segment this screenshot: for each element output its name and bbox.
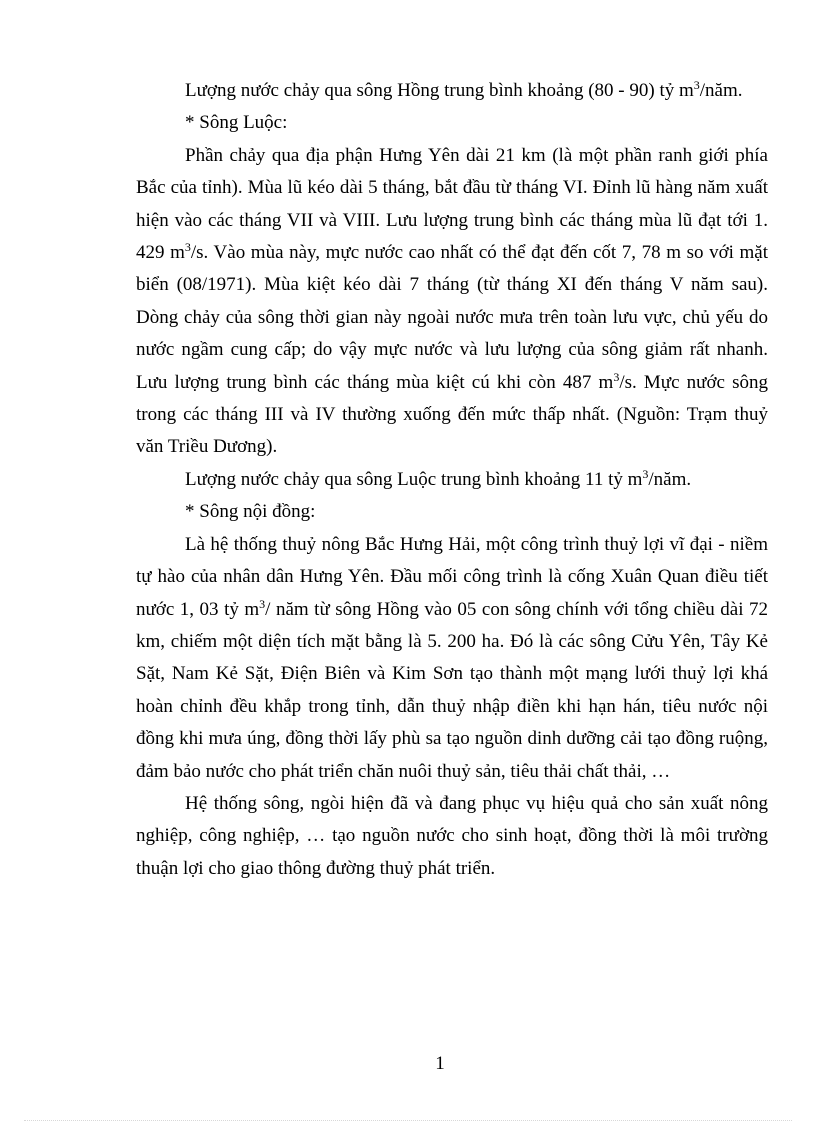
heading-inland-rivers: * Sông nội đồng:	[185, 501, 316, 523]
text-run: /năm.	[699, 80, 743, 101]
text-run: Lượng nước chảy qua sông Luộc trung bình khoảng 11 tỷ m	[185, 468, 643, 490]
document-body	[136, 75, 768, 885]
text-run: /năm.	[648, 468, 692, 490]
superscript: 3	[642, 466, 649, 481]
superscript: 3	[613, 369, 620, 384]
text-run: /s. Vào mùa này, mực nước cao nhất có thể đạt đến cốt 7, 78 m so với mặt biển (08/1971). Mùa kiệt kéo dài 7 tháng (từ tháng XI đến tháng V năm sau). Dòng chảy của sông thời gian này ngoài nước mưa trên toàn lưu vực, chủ yếu do nước ngầm cung cấp; do vậy mực nước và lưu lượng của sông giảm rất nhanh. Lưu lượng trung bình các tháng mùa kiệt cú khi còn 487 m	[136, 242, 768, 393]
text-run: Lượng nước chảy qua sông Hồng trung bình khoảng (80 - 90) tỷ m	[185, 80, 694, 101]
text-run: Là hệ thống thuỷ nông Bắc Hưng Hải, một công trình thuỷ lợi vĩ đại - niềm tự hào của nhân dân Hưng Yên. Đầu mối công trình là cống Xuân Quan điều tiết nước 1, 03 tỷ m	[136, 533, 768, 620]
paragraph-luoc-river-flow	[136, 464, 768, 496]
heading-luoc-river: * Sông Luộc:	[185, 112, 288, 134]
text-run: / năm từ sông Hồng vào 05 con sông chính với tổng chiều dài 72 km, chiếm một diện tích mặt bằng là 5. 200 ha. Đó là các sông Cửu Yên, Tây Kẻ Sặt, Nam Kẻ Sặt, Điện Biên và Kim Sơn tạo thành một mạng lưới thuỷ lợi khá hoàn chỉnh đều khắp trong tỉnh, dẫn thuỷ nhập điền khi hạn hán, tiêu nước nội đồng khi mưa úng, đồng thời lấy phù sa tạo nguồn dinh dưỡng cải tạo đồng ruộng, đảm bảo nước cho phát triển chăn nuôi thuỷ sản, tiêu thải chất thải, …	[136, 598, 768, 782]
paragraph-irrigation-system	[136, 529, 768, 788]
text-run: /s. Mực nước sông trong các tháng III và IV thường xuống đến mức thấp nhất. (Nguồn: Trạm thuỷ văn Triều Dương).	[136, 371, 768, 458]
superscript: 3	[693, 78, 700, 92]
text-run: Phần chảy qua địa phận Hưng Yên dài 21 km (là một phần ranh giới phía Bắc của tỉnh). Mùa lũ kéo dài 5 tháng, bắt đầu từ tháng VI. Đỉnh lũ hàng năm xuất hiện vào các tháng VII và VIII. Lưu lượng trung bình các tháng mùa lũ đạt tới 1. 429 m	[136, 144, 768, 264]
paragraph-red-river-flow	[136, 75, 768, 107]
page-edge-divider	[24, 1120, 792, 1121]
superscript: 3	[259, 596, 266, 611]
page-number: 1	[435, 1053, 445, 1074]
superscript: 3	[184, 240, 191, 255]
paragraph-river-network-summary: Hệ thống sông, ngòi hiện đã và đang phục vụ hiệu quả cho sản xuất nông nghiệp, công nghiệp, … tạo nguồn nước cho sinh hoạt, đồng thời là môi trường thuận lợi cho giao thông đường thuỷ phát triển.	[136, 792, 768, 879]
paragraph-luoc-river-description	[136, 140, 768, 464]
